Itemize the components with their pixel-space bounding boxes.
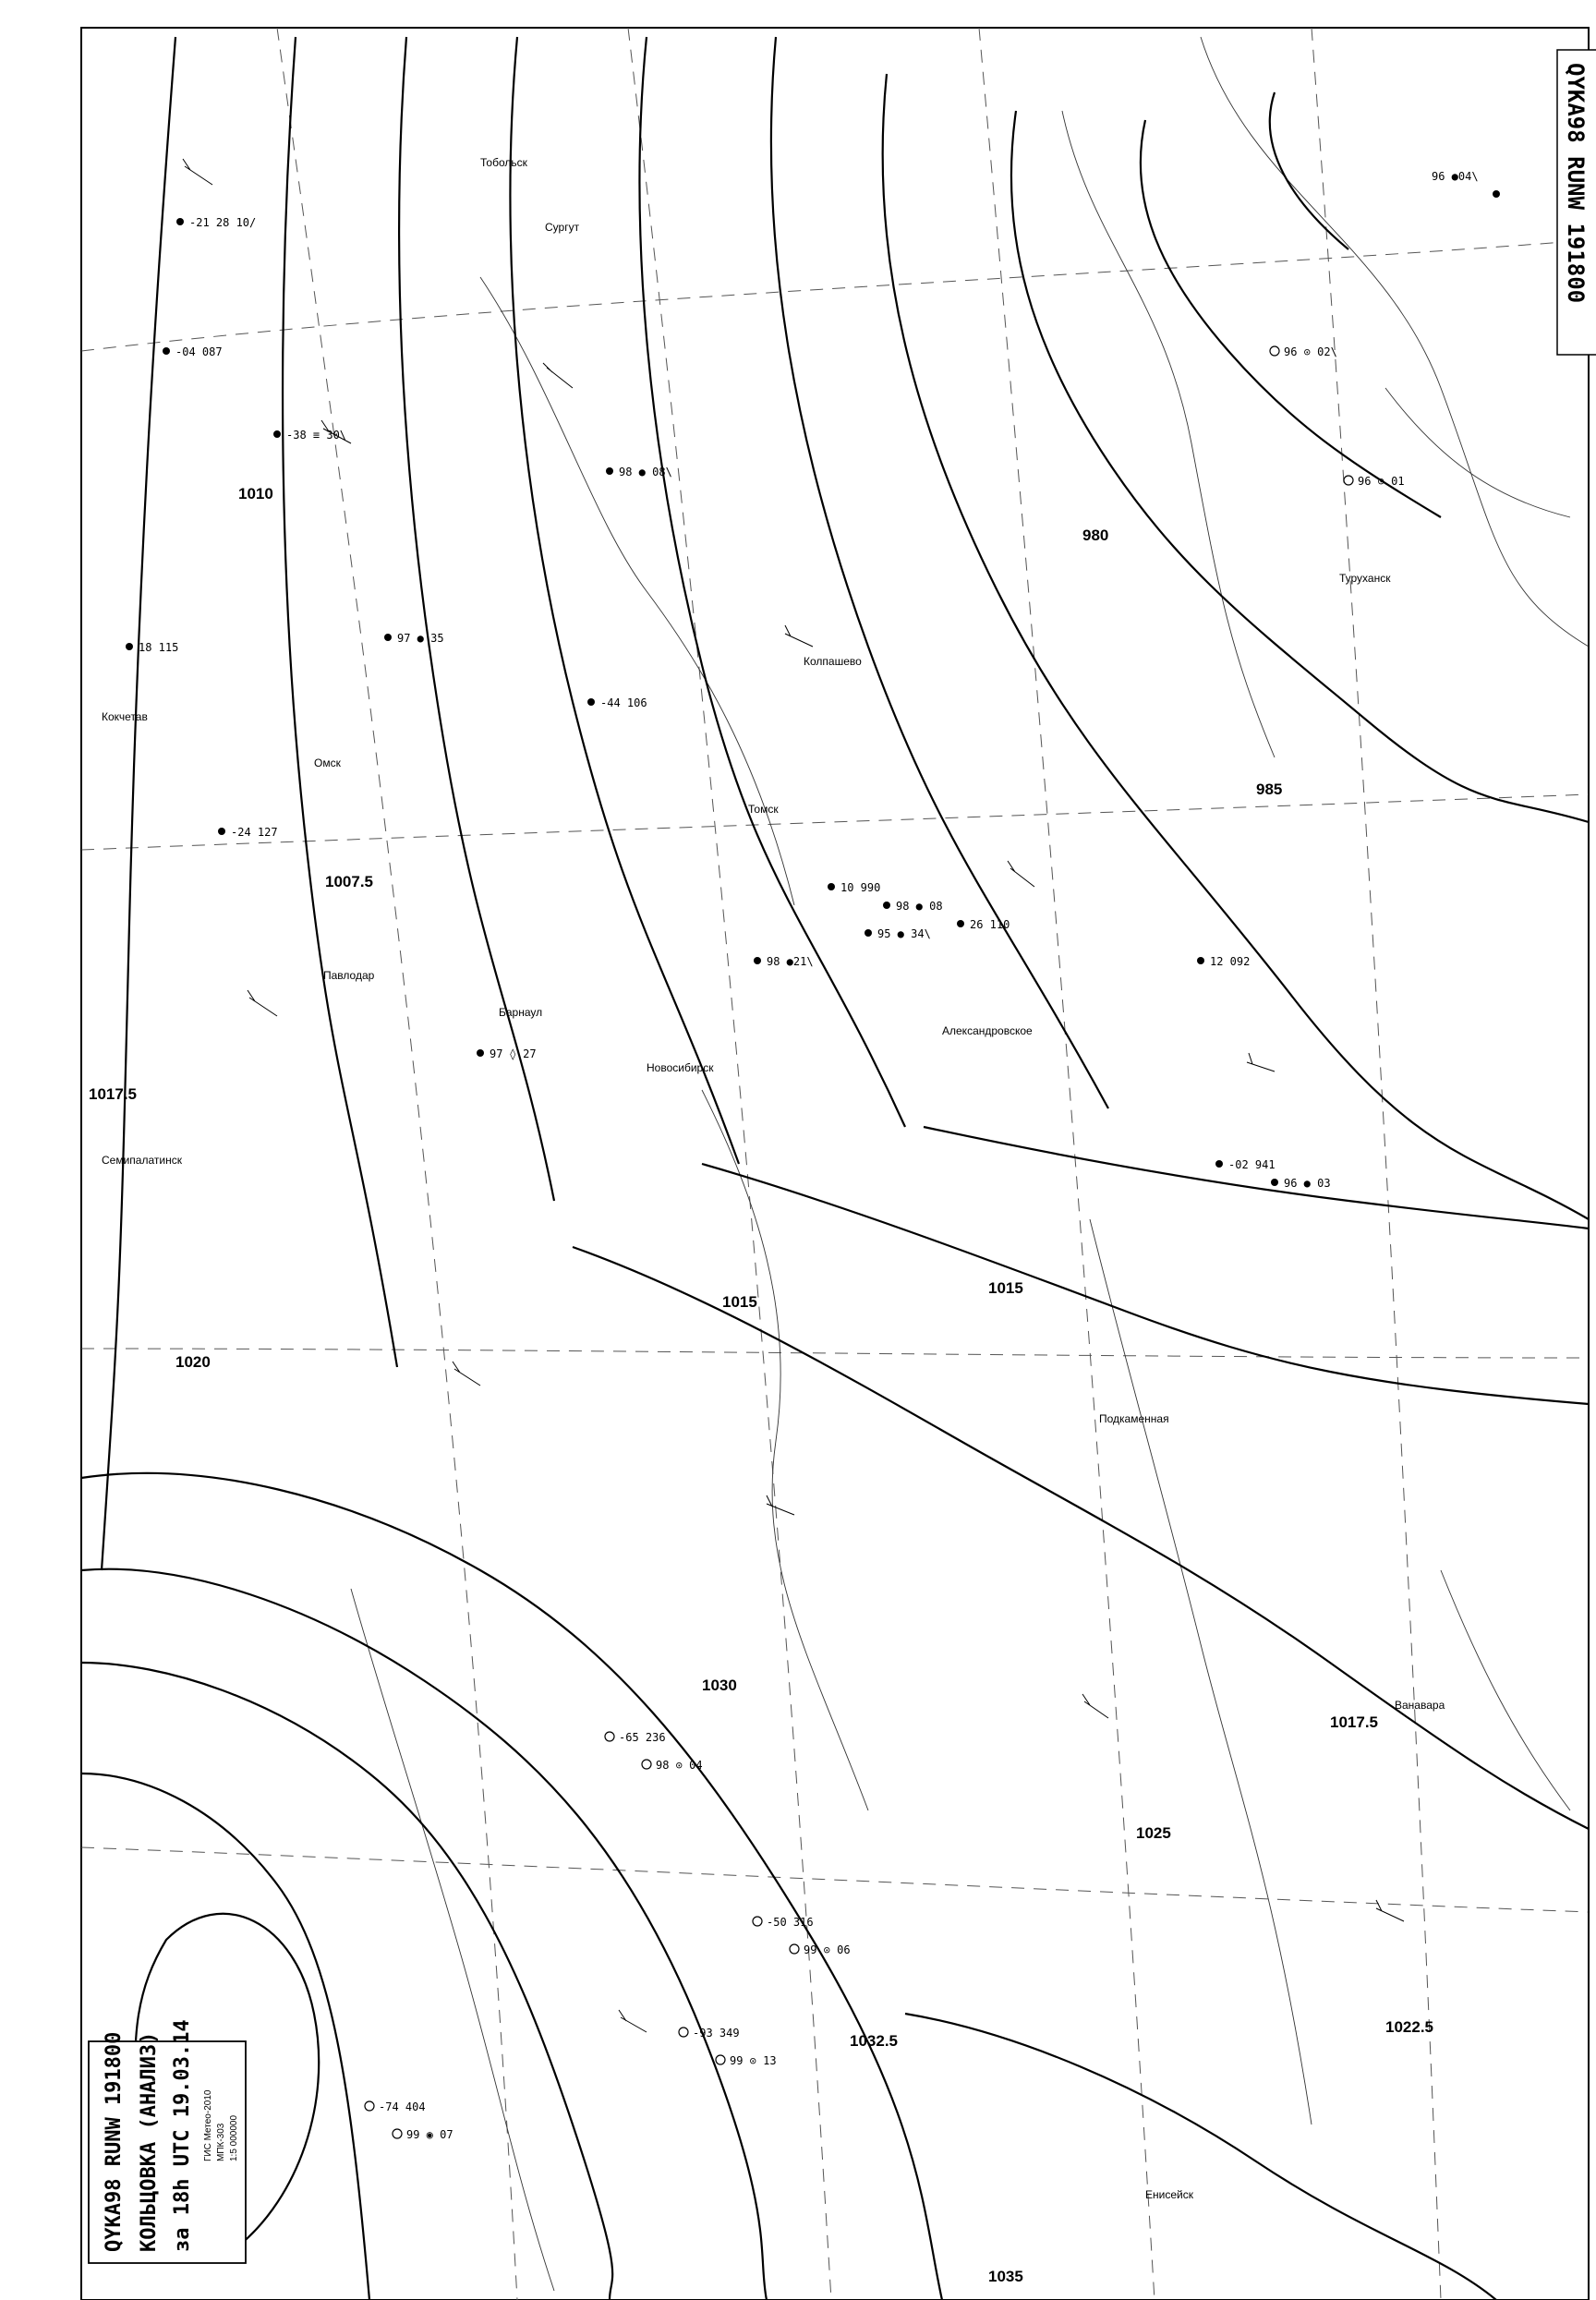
station-plot: -44 106 <box>600 696 647 709</box>
wind-barbs <box>183 159 1404 2032</box>
isobar-985 <box>883 74 1589 1219</box>
isobar-975 <box>1141 120 1441 517</box>
place-name: Новосибирск <box>647 1061 714 1074</box>
place-name: Томск <box>748 803 779 816</box>
place-name: Подкаменная <box>1099 1412 1169 1425</box>
station-plot: -24 127 <box>231 826 278 839</box>
place-name: Барнаул <box>499 1006 543 1019</box>
place-names <box>102 156 1445 2201</box>
isobar-label: 1017.5 <box>89 1085 137 1103</box>
station-plot: 98 ⊙ 04 <box>656 1759 703 1772</box>
station-plot: 12 092 <box>1210 955 1251 968</box>
isobar-1017-5b <box>924 1127 1589 1229</box>
station-plot: -74 404 <box>379 2100 426 2113</box>
isobar-label: 1035 <box>988 2268 1023 2285</box>
isobar-label: 1015 <box>988 1279 1023 1297</box>
place-name: Сургут <box>545 221 580 234</box>
place-name: Кокчетав <box>102 710 148 723</box>
station-plot: 10 990 <box>840 881 881 894</box>
title-block-subtitle: за 18h UTC 19.03.14 <box>171 2019 194 2252</box>
isobar-1020a <box>771 37 1108 1108</box>
place-name: Енисейск <box>1145 2188 1193 2201</box>
isobar-1020b <box>702 1164 1589 1404</box>
isobar-label: 1017.5 <box>1330 1713 1378 1731</box>
isobar-1012-5 <box>399 37 554 1201</box>
header-code <box>1557 50 1596 355</box>
station-plot: -38 ≡ 30\ <box>286 429 347 442</box>
station-plot: -21 28 10/ <box>189 216 257 229</box>
isobar-label: 1015 <box>722 1293 757 1311</box>
station-plot: -65 236 <box>619 1731 666 1744</box>
isobar-label: 985 <box>1256 781 1283 798</box>
title-block <box>89 2019 246 2263</box>
station-plot: 96 ● 03 <box>1284 1177 1331 1190</box>
isobar-label: 1020 <box>175 1353 211 1371</box>
place-name: Александровское <box>942 1024 1033 1037</box>
place-name: Павлодар <box>323 969 375 982</box>
title-block-note3: 1:5 000000 <box>229 2114 239 2161</box>
isobar-label: 1030 <box>702 1677 737 1694</box>
isobar-1007-5 <box>283 37 397 1367</box>
isobars <box>81 37 1589 2300</box>
place-name: Туруханск <box>1339 572 1391 585</box>
place-name: Семипалатинск <box>102 1154 182 1167</box>
coastlines <box>351 37 1589 2291</box>
station-plot: 96 ●04\ <box>1432 170 1479 183</box>
station-plot: -02 941 <box>1228 1158 1276 1171</box>
isobar-970 <box>1270 92 1348 249</box>
isobar-label: 1007.5 <box>325 873 373 890</box>
station-plot: 99 ⊙ 13 <box>730 2054 777 2067</box>
isobar-label: 1022.5 <box>1385 2018 1433 2036</box>
isobar-label: 1010 <box>238 485 273 502</box>
station-plot: 26 110 <box>970 918 1010 931</box>
station-plot: 96 ⊙ 02\ <box>1284 345 1337 358</box>
station-plot: 18 115 <box>139 641 179 654</box>
isobar-label: 980 <box>1082 527 1109 544</box>
isobar-1022-5 <box>573 1247 1589 1829</box>
place-name: Ванавара <box>1395 1699 1445 1712</box>
isobar-980 <box>1011 111 1589 822</box>
svg-text:QYKA98 RUNW 191800: QYKA98 RUNW 191800 <box>1563 63 1589 304</box>
place-name: Омск <box>314 757 341 769</box>
isobar-label: 1025 <box>1136 1824 1171 1842</box>
isobar-1010 <box>102 37 175 1570</box>
title-block-title: КОЛЬЦОВКА (АНАЛИЗ) <box>138 2031 161 2252</box>
station-plot: 95 ● 34\ <box>877 927 931 940</box>
map-frame <box>81 28 1589 2300</box>
station-plot: -93 349 <box>693 2027 740 2040</box>
station-plot: -04 087 <box>175 345 223 358</box>
isobar-label: 1032.5 <box>850 2032 898 2050</box>
station-plot: 96 ⊙ 01 <box>1358 475 1405 488</box>
title-block-note2: МПК-303 <box>216 2123 226 2161</box>
station-plot: 98 ●21\ <box>767 955 814 968</box>
title-block-code: QYKA98 RUNW 191800 <box>103 2031 126 2252</box>
isobar-labels <box>89 485 1433 2285</box>
station-plot: 99 ◉ 07 <box>406 2128 453 2141</box>
graticule <box>81 28 1589 2300</box>
station-plot: 99 ⊙ 06 <box>804 1943 851 1956</box>
station-plot: 97 ◊ 27 <box>490 1047 537 1060</box>
station-plot: 98 ● 08\ <box>619 466 672 478</box>
station-plot: 98 ● 08 <box>896 900 943 913</box>
isobar-1015a <box>511 37 740 1164</box>
isobar-1027-5 <box>905 2014 1496 2300</box>
station-plot: 97 ● 35 <box>397 632 444 645</box>
place-name: Колпашево <box>804 655 862 668</box>
place-name: Тобольск <box>480 156 527 169</box>
station-plot: -50 316 <box>767 1916 814 1929</box>
title-block-note1: ГИС Метео-2010 <box>203 2089 213 2161</box>
